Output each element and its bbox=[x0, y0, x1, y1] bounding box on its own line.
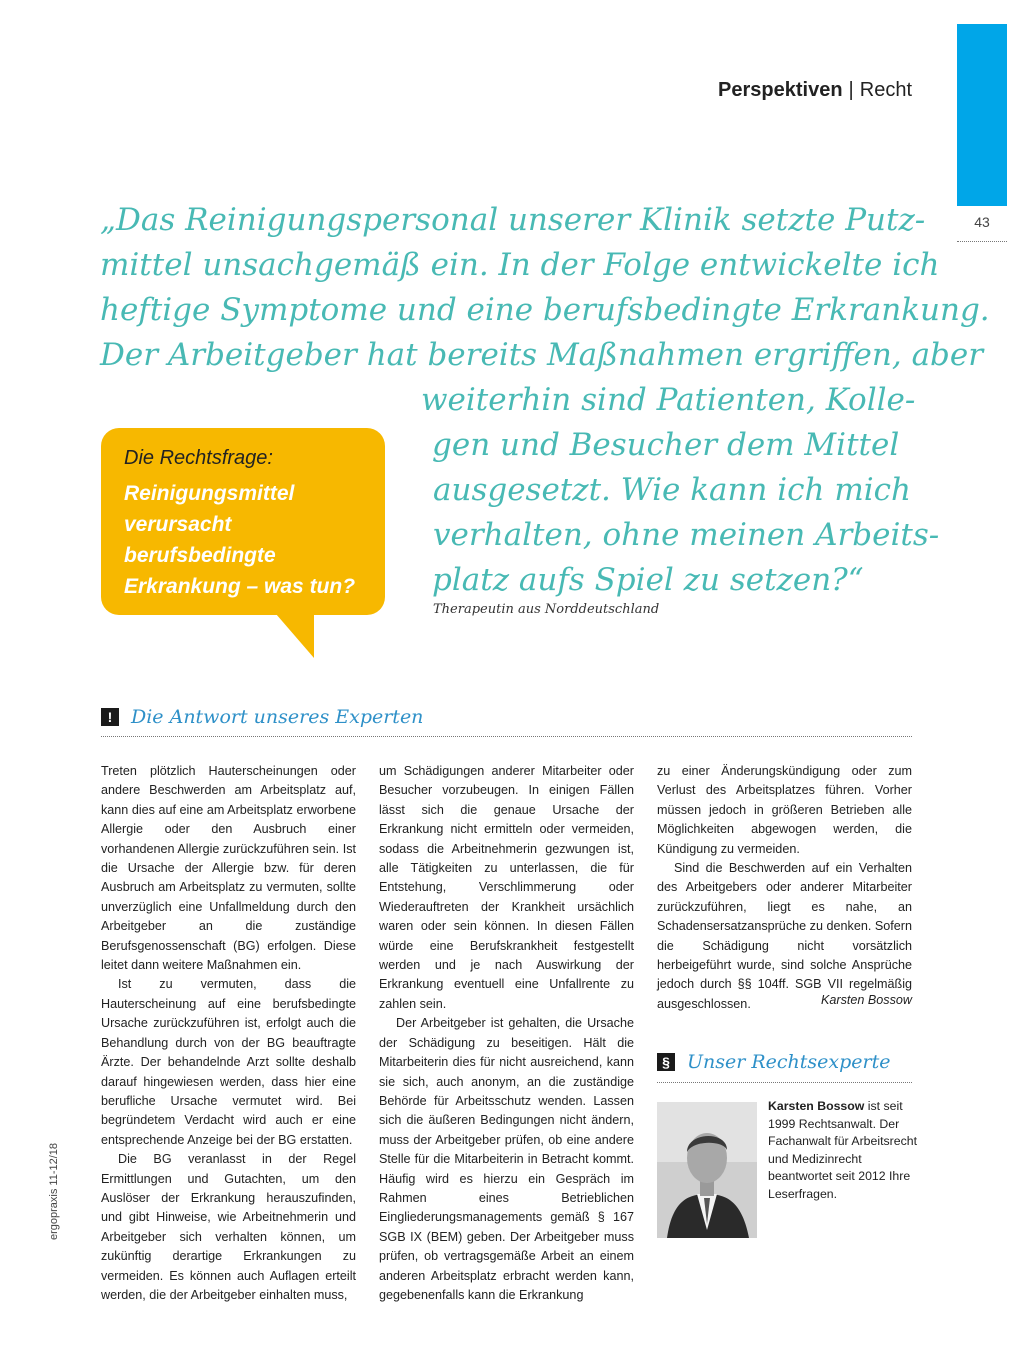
expert-section-heading bbox=[657, 1051, 891, 1073]
answer-section-title: Die Antwort unseres Experten bbox=[131, 706, 424, 728]
article-column-1 bbox=[101, 762, 356, 1305]
speech-bubble-tail bbox=[276, 614, 314, 658]
expert-bio bbox=[768, 1098, 918, 1203]
expert-section-title: Unser Rechtsexperte bbox=[687, 1051, 891, 1073]
running-header bbox=[718, 79, 912, 102]
article-column-3 bbox=[657, 762, 912, 1014]
paragraph-sign-icon: § bbox=[657, 1053, 675, 1071]
quote-attribution: Therapeutin aus Norddeutschland bbox=[433, 602, 660, 617]
expert-bio-text: ist seit 1999 Rechtsanwalt. Der Fachanwalt für Arbeitsrecht und Medizinrecht beantwortet seit 2012 Ihre Leserfragen. bbox=[768, 1099, 917, 1201]
paragraph: Ist zu vermuten, dass die Hauterscheinung auf eine berufsbedingte Ursache zurückzuführen ist, erfolgt auch die Behandlung durch von der BG beauftragte Ärzte. Der behandelnde Arzt sollte deshalb darauf hingewiesen werden, dass hier eine berufliche Ursache vermutet wird. Bei begründetem Verdacht wird auch er eine entsprechende Anzeige bei der BG erstatten. bbox=[101, 977, 356, 1147]
section-divider bbox=[101, 736, 912, 737]
expert-portrait-photo bbox=[657, 1102, 757, 1238]
paragraph: zu einer Änderungskündigung oder zum Verlust des Arbeitsplatzes führen. Vorher müssen jedoch in größeren Betrieben alle Möglichkeiten abgewogen werden, die Kündigung zu vermeiden. bbox=[657, 764, 912, 856]
paragraph: Sind die Beschwerden auf ein Verhalten des Arbeitgebers oder anderer Mitarbeiter zurückzuführen, liegt es nahe, an Schadensersatzansprüche zu denken. Sofern die Schädigung nicht vorsätzlich herbeigeführt wurde, sind solche Ansprüche jedoch durch §§ 104ff. SGB VII regelmäßig ausgeschlossen. bbox=[657, 861, 912, 1011]
author-signoff: Karsten Bossow bbox=[821, 993, 912, 1007]
question-title: Reinigungsmittel verursacht berufsbedingte Erkrankung – was tun? bbox=[124, 482, 356, 598]
quote-line: platz aufs Spiel zu setzen?“ bbox=[432, 562, 864, 598]
quote-line: ausgesetzt. Wie kann ich mich bbox=[433, 472, 911, 508]
section-color-tab bbox=[957, 24, 1007, 206]
quote-line: „Das Reinigungspersonal unserer Klinik setzte Putz- bbox=[100, 202, 926, 238]
paragraph: um Schädigungen anderer Mitarbeiter oder Besucher vorzubeugen. In einigen Fällen lässt sich die genaue Ursache der Erkrankung nicht ermitteln oder vermeiden, sodass die Arbeitnehmerin gezwungen ist, alle Tätigkeiten zu unterlassen, die für Entstehung, Verschlimmerung oder Wiederauftreten der Krankheit ursächlich waren oder sein können. In diesen Fällen würde eine Berufskrankheit festgestellt werden und je nach Auswirkung der Erkrankung eventuell eine Unfallrente zu zahlen sein. bbox=[379, 764, 634, 1011]
question-label: Die Rechtsfrage: bbox=[124, 447, 273, 469]
quote-line: Der Arbeitgeber hat bereits Maßnahmen ergriffen, aber bbox=[100, 337, 984, 373]
question-box bbox=[101, 428, 385, 615]
quote-line: gen und Besucher dem Mittel bbox=[432, 427, 900, 463]
header-separator: | bbox=[848, 79, 854, 101]
header-section: Perspektiven bbox=[718, 79, 843, 101]
paragraph: Der Arbeitgeber ist gehalten, die Ursache der Schädigung zu beseitigen. Hält die Mitarbeiterin dies für nicht ausreichend, kann sie sich, auch anonym, an die zuständige Behörde für Arbeitsschutz wenden. Lassen sich die äußeren Bedingungen nicht ändern, muss der Arbeitgeber prüfen, ob eine andere Stelle für die Mitarbeiterin in Betracht kommt. Häufig wird es hierzu ein Gespräch im Rahmen eines Betrieblichen Eingliederungsmanagements gemäß § 167 SGB IX (BEM) geben. Der Arbeitgeber muss prüfen, ob vertragsgemäße Arbeit an einem anderen Arbeitsplatz erbracht werden kann, gegebenenfalls kann die Erkrankung bbox=[379, 1016, 634, 1302]
exclamation-icon: ! bbox=[101, 708, 119, 726]
journal-issue-label: ergopraxis 11-12/18 bbox=[48, 1142, 60, 1240]
paragraph: Treten plötzlich Hauterscheinungen oder andere Beschwerden am Arbeitsplatz auf, kann dies auf eine am Arbeitsplatz erworbene Allergie oder den Ausbruch einer vorhandenen Allergie zurückzuführen sein. Ist die Ursache der Allergie bzw. für deren Ausbruch am Arbeitsplatz zu vermuten, sollte unverzüglich eine Unfallmeldung durch den Arbeitgeber an die zuständige Berufsgenossenschaft (BG) erfolgen. Diese leitet dann weitere Maßnahmen ein. bbox=[101, 764, 356, 973]
quote-line: mittel unsachgemäß ein. In der Folge entwickelte ich bbox=[100, 247, 940, 283]
page-number-divider bbox=[957, 241, 1007, 242]
quote-line: weiterhin sind Patienten, Kolle- bbox=[421, 382, 916, 418]
quote-line: verhalten, ohne meinen Arbeits- bbox=[433, 517, 940, 553]
page-number: 43 bbox=[974, 214, 990, 230]
paragraph: Die BG veranlasst in der Regel Ermittlungen und Gutachten, um den Auslöser der Erkrankung herauszufinden, und gibt Hinweise, wie Arbeitnehmerin und Arbeitgeber sich verhalten können, um zukünftig derartige Erkrankungen zu vermeiden. Es können auch Auflagen erteilt werden, die der Arbeitgeber einhalten muss, bbox=[101, 1152, 356, 1302]
quote-line: heftige Symptome und eine berufsbedingte Erkrankung. bbox=[100, 292, 990, 328]
expert-name: Karsten Bossow bbox=[768, 1099, 865, 1113]
answer-section-heading bbox=[101, 706, 423, 728]
article-column-2 bbox=[379, 762, 634, 1305]
section-divider bbox=[657, 1082, 912, 1083]
header-subsection: Recht bbox=[859, 79, 912, 101]
